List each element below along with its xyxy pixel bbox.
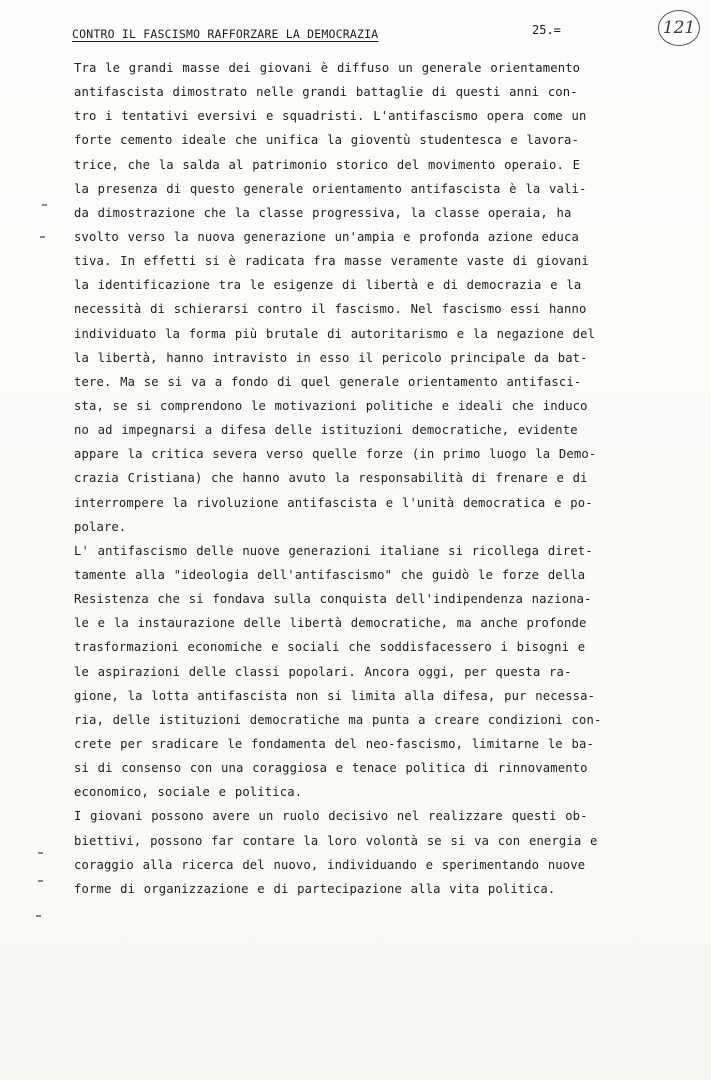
text-line: necessità di schierarsi contro il fascismo. Nel fascismo essi hanno <box>74 302 587 317</box>
text-line: la libertà, hanno intravisto in esso il pericolo principale da bat- <box>74 350 588 365</box>
folio-number: 121 <box>662 18 696 38</box>
text-line: Resistenza che si fondava sulla conquista dell'indipendenza naziona- <box>74 592 592 607</box>
text-line: coraggio alla ricerca del nuovo, individuando e sperimentando nuove <box>74 857 586 872</box>
margin-mark <box>36 915 41 917</box>
text-line: appare la critica severa verso quelle forze (in primo luogo la Demo- <box>74 447 597 462</box>
text-line: I giovani possono avere un ruolo decisivo nel realizzare questi ob- <box>74 809 588 824</box>
text-line: biettivi, possono far contare la loro volontà se si va con energia e <box>74 833 598 848</box>
text-line: trasformazioni economiche e sociali che soddisfacessero i bisogni e <box>74 640 586 655</box>
text-line: Tra le grandi masse dei giovani è diffuso un generale orientamento <box>74 61 581 75</box>
text-line: polare. <box>74 519 127 534</box>
text-line: economico, sociale e politica. <box>74 785 303 800</box>
text-line: crete per sradicare le fondamenta del neo-fascismo, limitarne le ba- <box>74 736 594 751</box>
margin-mark <box>42 204 47 206</box>
text-line: no ad impegnarsi a difesa delle istituzioni democratiche, evidente <box>74 423 578 438</box>
text-line: crazia Cristiana) che hanno avuto la responsabilità di frenare e di <box>74 471 588 486</box>
text-line: L' antifascismo delle nuove generazioni italiane si ricollega diret- <box>74 543 593 558</box>
document-title: CONTRO IL FASCISMO RAFFORZARE LA DEMOCRAZIA <box>72 27 379 41</box>
text-line: forte cemento ideale che unifica la gioventù studentesca e lavora- <box>74 133 579 148</box>
text-line: interrompere la rivoluzione antifascista e l'unità democratica e po- <box>74 495 593 510</box>
text-line: trice, che la salda al patrimonio storico del movimento operaio. E <box>74 157 581 172</box>
text-line: la identificazione tra le esigenze di libertà e di democrazia e la <box>74 278 582 293</box>
text-line: svolto verso la nuova generazione un'ampia e profonda azione educa <box>74 229 579 244</box>
text-line: tiva. In effetti si è radicata fra masse veramente vaste di giovani <box>74 254 589 269</box>
text-line: si di consenso con una coraggiosa e tenace politica di rinnovamento <box>74 761 588 776</box>
text-line: le aspirazioni delle classi popolari. Ancora oggi, per questa ra- <box>74 664 572 679</box>
text-line: gione, la lotta antifascista non si limita alla difesa, pur necessa- <box>74 688 596 703</box>
text-line: tere. Ma se si va a fondo di quel generale orientamento antifasci- <box>74 374 582 389</box>
text-line: individuato la forma più brutale di autoritarismo e la negazione del <box>74 326 596 341</box>
text-line: sta, se si comprendono le motivazioni politiche e ideali che induco <box>74 398 588 413</box>
text-line: la presenza di questo generale orientamento antifascista è la vali- <box>74 181 587 196</box>
folio-stamp <box>658 10 700 46</box>
margin-mark <box>38 852 43 854</box>
text-line: tamente alla "ideologia dell'antifascismo" che guidò le forze della <box>74 567 586 582</box>
body-text <box>74 56 654 901</box>
text-line: tro i tentativi eversivi e squadristi. L'antifascismo opera come un <box>74 109 587 124</box>
text-line: da dimostrazione che la classe progressiva, la classe operaia, ha <box>74 205 572 220</box>
text-line: le e la instaurazione delle libertà democratiche, ma anche profonde <box>74 616 587 631</box>
text-line: ria, delle istituzioni democratiche ma punta a creare condizioni con- <box>74 712 602 727</box>
margin-mark <box>38 880 43 882</box>
margin-mark <box>40 236 45 238</box>
page-number: 25.= <box>532 23 561 37</box>
text-line: antifascista dimostrato nelle grandi battaglie di questi anni con- <box>74 85 578 100</box>
text-line: forme di organizzazione e di partecipazione alla vita politica. <box>74 881 556 896</box>
